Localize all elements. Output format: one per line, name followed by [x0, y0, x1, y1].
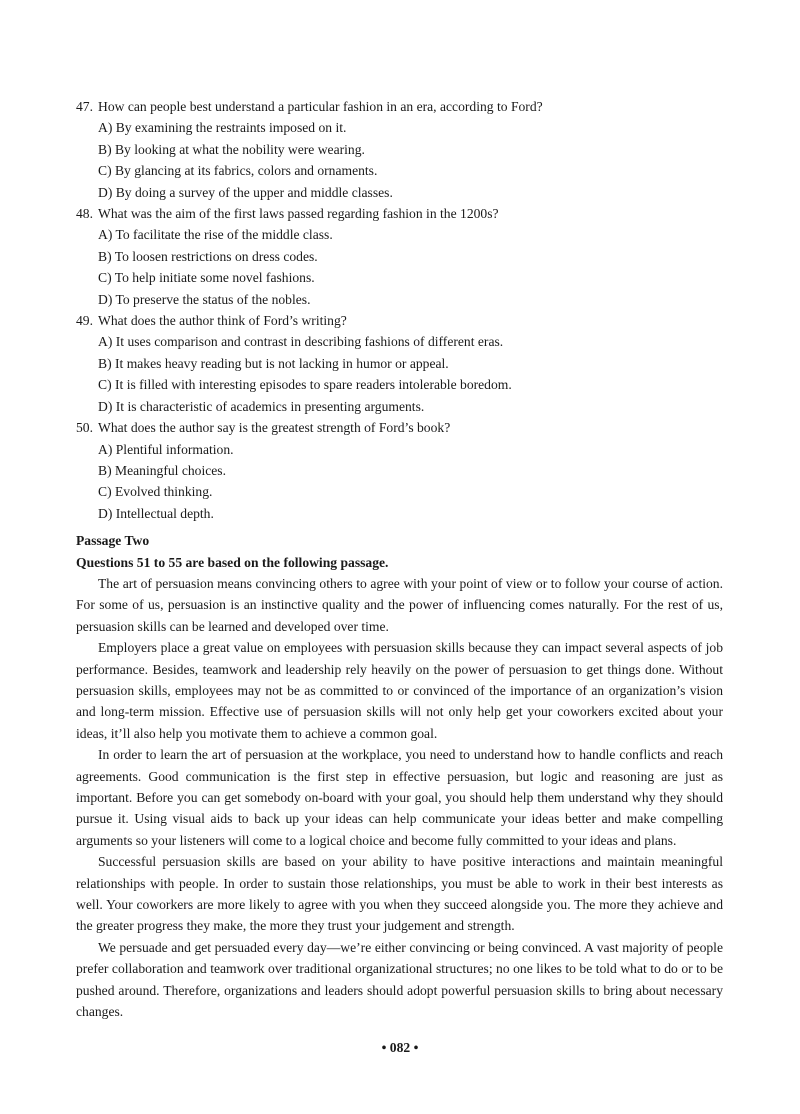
question-stem: [76, 96, 723, 117]
option-d: D) To preserve the status of the nobles.: [98, 291, 311, 307]
option-c: C) It is filled with interesting episodes to spare readers intolerable boredom.: [98, 377, 512, 393]
passage-paragraph-4: Successful persuasion skills are based on your ability to have positive interactions and maintain meaningful relationships with people. In order to sustain those relationships, you must be able to work in their best interests as well. Your coworkers are more likely to agree with you when they succeed alongside you. The more they achieve and the greater progress they make, the more they trust your judgement and strength.: [76, 854, 723, 934]
option-c: C) By glancing at its fabrics, colors and ornaments.: [98, 163, 378, 179]
question-text: What does the author say is the greatest strength of Ford’s book?: [98, 420, 451, 436]
passage-instruction: Questions 51 to 55 are based on the following passage.: [76, 554, 389, 570]
option-a: A) Plentiful information.: [98, 441, 234, 457]
option-a: A) By examining the restraints imposed on it.: [98, 120, 347, 136]
option-b: B) Meaningful choices.: [98, 462, 226, 478]
passage-paragraph-1: The art of persuasion means convincing others to agree with your point of view or to follow your course of action. For some of us, persuasion is an instinctive quality and the power of influencing comes naturally. For the rest of us, persuasion skills can be learned and developed over time.: [76, 575, 723, 634]
question-number: 50.: [76, 420, 93, 436]
option-c: C) Evolved thinking.: [98, 484, 213, 500]
passage-paragraph-5: We persuade and get persuaded every day—we’re either convincing or being convinced. A vast majority of people prefer collaboration and teamwork over traditional organizational structures; no one likes to be told what to do or to be pushed around. Therefore, organizations and leaders should adopt powerful persuasion skills to bring about necessary changes.: [76, 939, 723, 1020]
question-text: What does the author think of Ford’s writing?: [98, 313, 347, 329]
question-number: 48.: [76, 206, 93, 222]
question-text: What was the aim of the first laws passed regarding fashion in the 1200s?: [98, 206, 499, 222]
question-49: [76, 310, 723, 417]
question-stem: [76, 417, 723, 438]
page-number: • 082 •: [381, 1040, 419, 1055]
passage-paragraph-2: Employers place a great value on employees with persuasion skills because they can impact several aspects of job performance. Besides, teamwork and leadership rely heavily on the power of persuasion to get things done. Without persuasion skills, employees may not be as committed to or convinced of the importance of an organization’s vision and long-term mission. Effective use of persuasion skills will not only help get your coworkers excited about your ideas, it’ll also help you motivate them to achieve a common goal.: [76, 640, 723, 741]
option-b: B) By looking at what the nobility were wearing.: [98, 141, 365, 157]
question-stem: [76, 203, 723, 224]
question-50: [76, 417, 723, 524]
passage-paragraph-3: In order to learn the art of persuasion at the workplace, you need to understand how to handle conflicts and reach agreements. Good communication is the first step in effective persuasion, but logic and reasoning are just as important. Before you can get somebody on-board with your goal, you should help them understand why they should pursue it. Using visual aids to back up your ideas can help communicate your ideas better and make compelling arguments so your listeners will come to a logical choice and become fully committed to your ideas and plans.: [76, 747, 723, 848]
option-c: C) To help initiate some novel fashions.: [98, 270, 315, 286]
option-b: B) It makes heavy reading but is not lacking in humor or appeal.: [98, 355, 449, 371]
option-d: D) It is characteristic of academics in presenting arguments.: [98, 398, 425, 414]
question-stem: [76, 310, 723, 331]
question-number: 47.: [76, 99, 93, 114]
option-a: A) To facilitate the rise of the middle class.: [98, 227, 333, 243]
question-47: [76, 96, 723, 203]
option-a: A) It uses comparison and contrast in describing fashions of different eras.: [98, 334, 504, 350]
question-48: [76, 203, 723, 310]
page-content: [76, 96, 723, 1022]
option-b: B) To loosen restrictions on dress codes.: [98, 248, 318, 264]
passage-title: Passage Two: [76, 533, 150, 549]
option-d: D) By doing a survey of the upper and middle classes.: [98, 184, 393, 200]
question-number: 49.: [76, 313, 93, 329]
option-d: D) Intellectual depth.: [98, 505, 214, 521]
question-text: How can people best understand a particular fashion in an era, according to Ford?: [98, 99, 543, 114]
